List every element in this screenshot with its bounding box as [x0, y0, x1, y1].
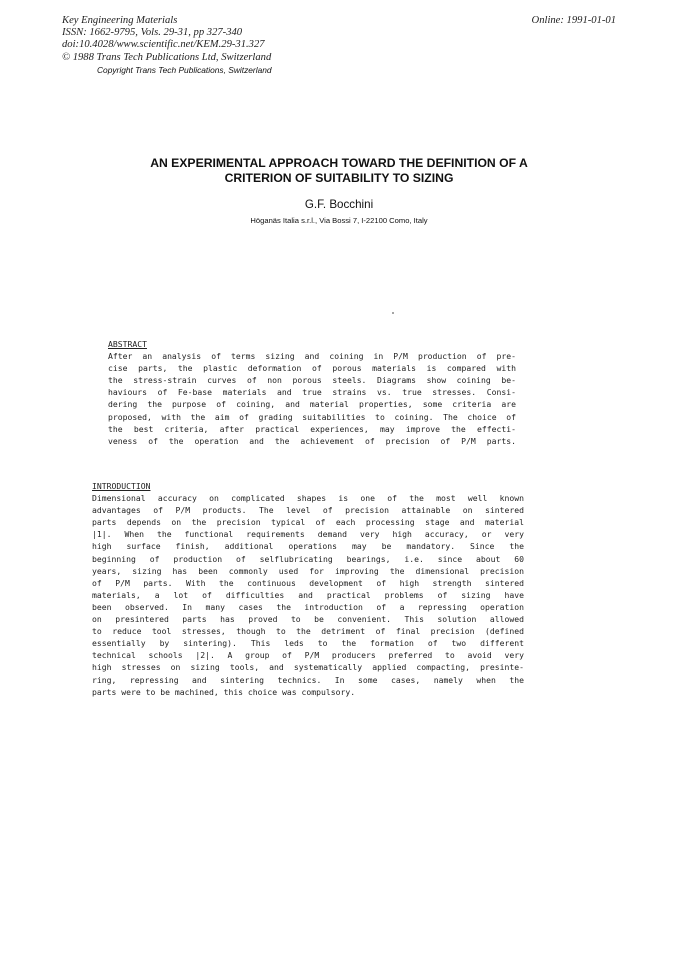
- copyright-notice: Copyright Trans Tech Publications, Switzerland: [97, 65, 272, 75]
- introduction-heading: INTRODUCTION: [92, 481, 151, 491]
- journal-metadata: [62, 15, 271, 64]
- paper-title: [80, 156, 598, 185]
- publisher-line: © 1988 Trans Tech Publications Ltd, Switzerland: [62, 51, 272, 63]
- abstract-line: the stress-strain curves of non porous steels. Diagrams show coining be-: [108, 375, 516, 386]
- introduction-line: beginning of production of selflubricating bearings, i.e. since about 60: [92, 553, 524, 564]
- title-line: CRITERION OF SUITABILITY TO SIZING: [224, 170, 454, 185]
- abstract-line: haviours of Fe-base materials and true strains vs. true stresses. Consi-: [108, 387, 516, 398]
- introduction-section: [92, 480, 524, 698]
- introduction-line: advantages of P/M products. The level of precision attainable on sintered: [92, 505, 524, 516]
- introduction-line: on presintered parts has proved to be convenient. This solution allowed: [92, 614, 524, 625]
- title-line: AN EXPERIMENTAL APPROACH TOWARD THE DEFINITION OF A: [150, 156, 528, 170]
- introduction-line: high stresses on sizing tools, and systematically applied compacting, presinte-: [92, 662, 524, 673]
- introduction-line: to reduce tool stresses, though to the detriment of final precision (defined: [92, 626, 524, 637]
- abstract-line: dering the purpose of coining, and material properties, some criteria are: [108, 399, 516, 410]
- abstract-section: [108, 338, 516, 447]
- author-name: G.F. Bocchini: [304, 198, 374, 211]
- abstract-heading: ABSTRACT: [108, 339, 147, 349]
- introduction-line: materials, a lot of difficulties and practical problems of sizing have: [92, 589, 524, 600]
- issn-line: ISSN: 1662-9795, Vols. 29-31, pp 327-340: [62, 27, 243, 39]
- introduction-line: parts depends on the precision typical of each processing stage and material: [92, 517, 524, 528]
- introduction-line: of P/M parts. With the continuous development of high strength sintered: [92, 577, 524, 588]
- abstract-line: After an analysis of terms sizing and coining in P/M production of pre-: [108, 351, 516, 362]
- introduction-line: been observed. In many cases the introduction of a repressing operation: [92, 601, 524, 612]
- author-affiliation: Höganäs Italia s.r.l., Via Bossi 7, I-22100 Como, Italy: [250, 216, 428, 225]
- journal-name: Key Engineering Materials: [62, 15, 178, 26]
- online-date: Online: 1991-01-01: [531, 15, 616, 26]
- abstract-line: veness of the operation and the achievement of precision of P/M parts.: [108, 435, 516, 446]
- doi-line: doi:10.4028/www.scientific.net/KEM.29-31.327: [62, 39, 265, 51]
- introduction-line: years, sizing has been commonly used for improving the dimensional precision: [92, 565, 524, 576]
- stray-mark: [392, 312, 394, 314]
- introduction-line: essentially by sintering). This leds to the formation of two different: [92, 638, 524, 649]
- introduction-line: |1|. When the functional requirements demand very high accuracy, or very: [92, 529, 524, 540]
- introduction-line: ring, repressing and sintering technics. In some cases, namely when the: [92, 674, 524, 685]
- abstract-line: cise parts, the plastic deformation of porous materials is compared with: [108, 363, 516, 374]
- introduction-line: parts were to be machined, this choice was compulsory.: [92, 686, 356, 697]
- introduction-line: Dimensional accuracy on complicated shapes is one of the most well known: [92, 493, 524, 504]
- introduction-line: technical schools |2|. A group of P/M producers preferred to avoid very: [92, 650, 524, 661]
- introduction-line: high surface finish, additional operations may be mandatory. Since the: [92, 541, 524, 552]
- abstract-line: proposed, with the aim of grading suitabilities to coining. The choice of: [108, 411, 516, 422]
- abstract-line: the best criteria, after practical experiences, may improve the effecti-: [108, 423, 516, 434]
